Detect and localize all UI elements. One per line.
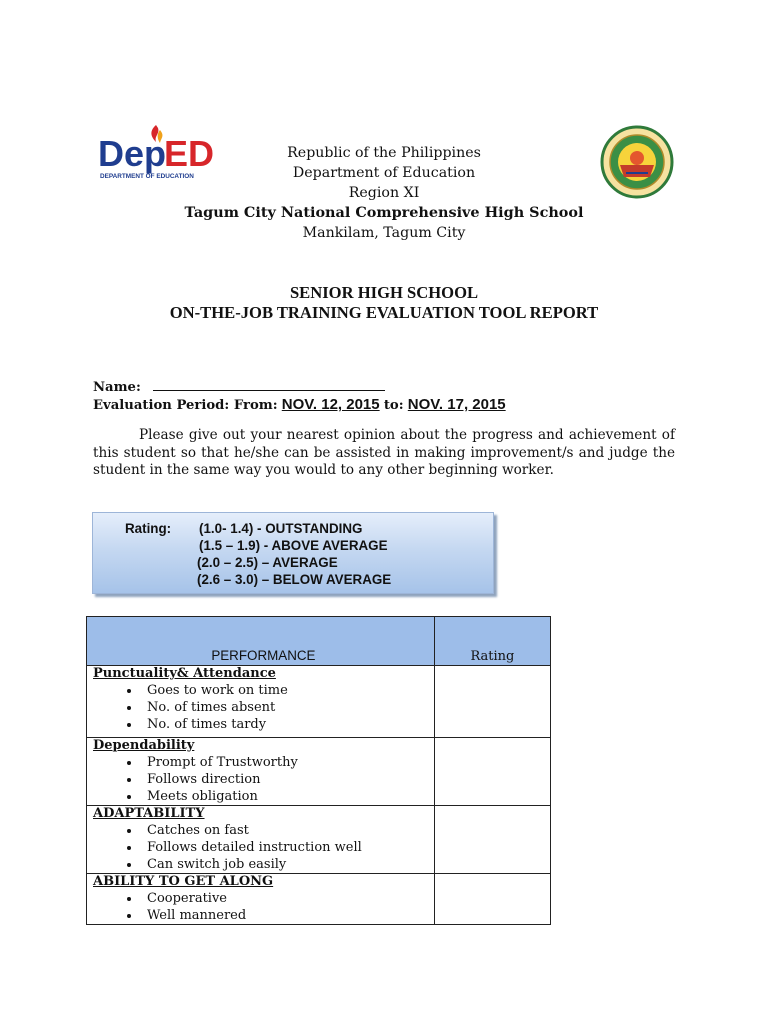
table-row	[87, 738, 551, 806]
list-item: • Meets obligation	[141, 788, 434, 805]
list-item: • Can switch job easily	[141, 856, 434, 873]
column-header-performance: PERFORMANCE	[87, 617, 435, 666]
period-to-date: NOV. 17, 2015	[407, 396, 506, 413]
header-school-name: Tagum City National Comprehensive High School	[184, 204, 584, 221]
rating-cell[interactable]	[434, 738, 550, 806]
list-item: • No. of times tardy	[141, 716, 434, 733]
list-item: • Goes to work on time	[141, 682, 434, 699]
header-region: Region XI	[348, 185, 420, 201]
name-label: Name:	[93, 380, 141, 395]
list-item: • Prompt of Trustworthy	[141, 754, 434, 771]
criteria-list	[93, 822, 434, 873]
list-item: • Follows detailed instruction well	[141, 839, 434, 856]
svg-text:ED: ED	[164, 133, 215, 174]
rating-scale-item: (2.0 – 2.5) – AVERAGE	[197, 555, 338, 570]
period-row	[93, 396, 693, 414]
table-row	[87, 806, 551, 874]
column-header-rating: Rating	[434, 617, 550, 666]
rating-scale-item: (2.6 – 3.0) – BELOW AVERAGE	[197, 572, 392, 587]
rating-scale-label: Rating:	[125, 521, 172, 536]
list-item: • Catches on fast	[141, 822, 434, 839]
list-item: • Follows direction	[141, 771, 434, 788]
table-row	[87, 666, 551, 738]
student-fields	[93, 378, 693, 414]
evaluation-table	[86, 616, 551, 925]
header-republic: Republic of the Philippines	[287, 145, 481, 161]
criteria-list	[93, 754, 434, 805]
rating-cell[interactable]	[434, 666, 550, 738]
letterhead	[130, 143, 638, 243]
rating-scale-item: (1.5 – 1.9) - ABOVE AVERAGE	[199, 538, 388, 553]
name-blank-line[interactable]	[153, 378, 385, 391]
criteria-list	[93, 682, 434, 733]
title-line-2: ON-THE-JOB TRAINING EVALUATION TOOL REPORT	[169, 303, 599, 322]
rating-cell[interactable]	[434, 806, 550, 874]
period-label: Evaluation Period: From:	[93, 398, 278, 413]
svg-text:Dep: Dep	[98, 133, 167, 174]
rating-scale-item: (1.0- 1.4) - OUTSTANDING	[199, 521, 363, 536]
name-row	[93, 378, 693, 396]
instructions-paragraph: Please give out your nearest opinion about the progress and achievement of this student so that he/she can be assisted in making improvement/s and judge the student in the same way you would to any other beginning worker.	[93, 427, 675, 478]
category-title: ABILITY TO GET ALONG	[93, 874, 274, 889]
category-title: Dependability	[93, 738, 195, 753]
rating-scale-box	[92, 512, 494, 594]
period-to-label: to:	[383, 398, 404, 413]
period-from-date: NOV. 12, 2015	[281, 396, 380, 413]
category-title: Punctuality& Attendance	[93, 666, 276, 681]
rating-cell[interactable]	[434, 874, 550, 925]
table-header-row	[87, 617, 551, 666]
criteria-list	[93, 890, 434, 924]
header-department: Department of Education	[292, 165, 476, 181]
svg-text:DEPARTMENT OF EDUCATION: DEPARTMENT OF EDUCATION	[100, 173, 194, 180]
list-item: • No. of times absent	[141, 699, 434, 716]
list-item: • Well mannered	[141, 907, 434, 924]
title-line-1: SENIOR HIGH SCHOOL	[289, 283, 479, 302]
table-row	[87, 874, 551, 925]
list-item: • Cooperative	[141, 890, 434, 907]
header-address: Mankilam, Tagum City	[302, 225, 466, 241]
category-title: ADAPTABILITY	[93, 806, 205, 821]
